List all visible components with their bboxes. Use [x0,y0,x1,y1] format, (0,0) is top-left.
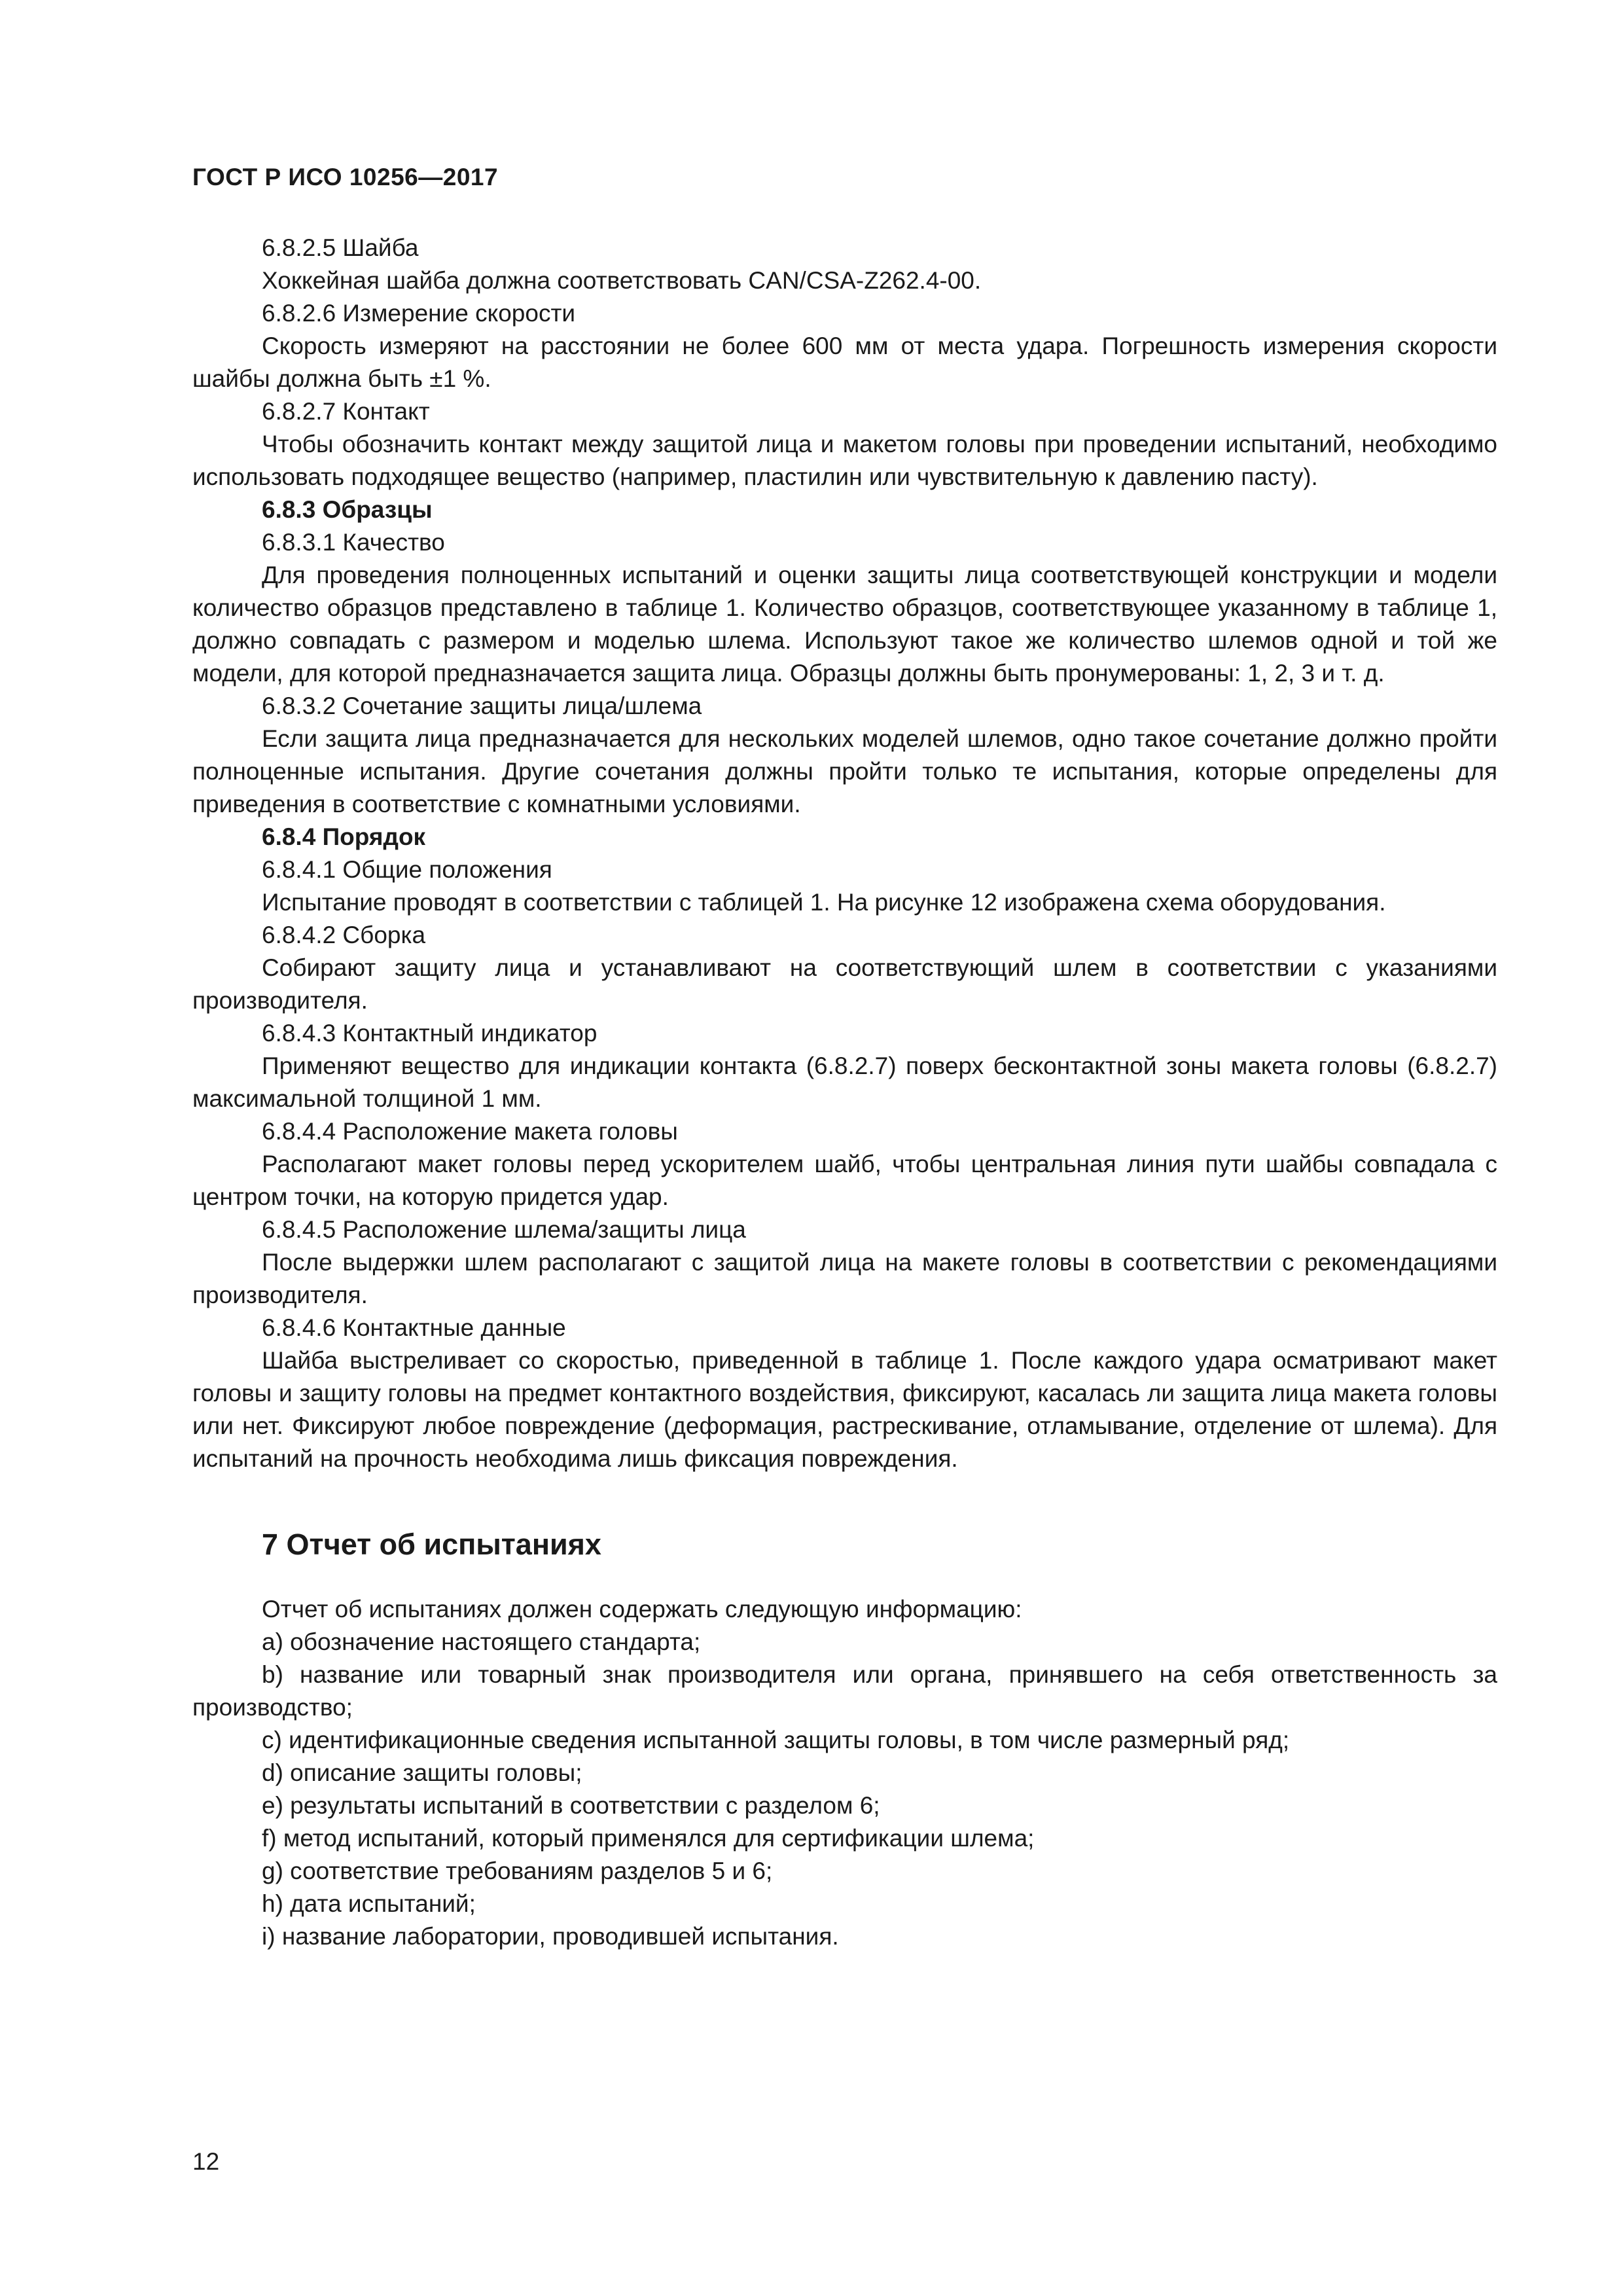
paragraph: Испытание проводят в соответствии с таблицей 1. На рисунке 12 изображена схема оборудования. [262,889,1386,916]
paragraph: Собирают защиту лица и устанавливают на соответствующий шлем в соответствии с указаниями производителя. [192,954,1497,1014]
list-item: b) название или товарный знак производителя или органа, принявшего на себя ответственность за производство; [192,1661,1497,1721]
clause-heading: 6.8.2.5 Шайба [262,234,419,261]
clause-heading: 6.8.4.2 Сборка [262,922,426,948]
paragraph: Чтобы обозначить контакт между защитой лица и макетом головы при проведении испытаний, необходимо использовать подходящее вещество (например, пластилин или чувствительную к давлению пасту). [192,431,1497,490]
paragraph: Хоккейная шайба должна соответствовать CAN/CSA-Z262.4-00. [262,267,982,294]
list-item: d) описание защиты головы; [262,1759,582,1786]
clause-heading: 6.8.4.3 Контактный индикатор [262,1020,597,1047]
paragraph: Если защита лица предназначается для нескольких моделей шлемов, одно такое сочетание должно пройти полноценные испытания. Другие сочетания должны пройти только те испытания, которые определены для приведения в соответствие с комнатными условиями. [192,725,1497,817]
list-item: e) результаты испытаний в соответствии с разделом 6; [262,1792,880,1819]
subsection-heading: 6.8.4 Порядок [262,823,426,850]
paragraph: После выдержки шлем располагают с защитой лица на макете головы в соответствии с рекомендациями производителя. [192,1249,1497,1308]
paragraph: Располагают макет головы перед ускорителем шайб, чтобы центральная линия пути шайбы совпадала с центром точки, на которую придется удар. [192,1151,1497,1210]
clause-heading: 6.8.3.2 Сочетание защиты лица/шлема [262,692,702,719]
paragraph: Шайба выстреливает со скоростью, приведенной в таблице 1. После каждого удара осматривают макет головы и защиту головы на предмет контактного воздействия, фиксируют, касалась ли защита лица макета головы или нет. Фиксируют любое повреждение (деформация, растрескивание, отламывание, отделение от шлема). Для испытаний на прочность необходима лишь фиксация повреждения. [192,1347,1497,1472]
list-item: a) обозначение настоящего стандарта; [262,1628,701,1655]
clause-heading: 6.8.2.6 Измерение скорости [262,300,576,327]
page-content [192,232,1497,1953]
paragraph: Скорость измеряют на расстоянии не более 600 мм от места удара. Погрешность измерения скорости шайбы должна быть ±1 %. [192,332,1497,392]
clause-heading: 6.8.4.4 Расположение макета головы [262,1118,678,1145]
clause-heading: 6.8.2.7 Контакт [262,398,430,425]
clause-heading: 6.8.4.1 Общие положения [262,856,552,883]
paragraph: Применяют вещество для индикации контакта (6.8.2.7) поверх бесконтактной зоны макета головы (6.8.2.7) максимальной толщиной 1 мм. [192,1052,1497,1112]
list-item: c) идентификационные сведения испытанной защиты головы, в том числе размерный ряд; [262,1727,1290,1753]
page-number: 12 [192,2148,220,2175]
clause-heading: 6.8.4.6 Контактные данные [262,1314,566,1341]
subsection-heading: 6.8.3 Образцы [262,496,433,523]
list-item: g) соответствие требованиям разделов 5 и 6; [262,1857,773,1884]
document-header: ГОСТ Р ИСО 10256—2017 [192,164,499,190]
paragraph: Для проведения полноценных испытаний и оценки защиты лица соответствующей конструкции и модели количество образцов представлено в таблице 1. Количество образцов, соответствующее указанному в таблице 1, должно совпадать с размером и моделью шлема. Используют такое же количество шлемов одной и той же модели, для которой предназначается защита лица. Образцы должны быть пронумерованы: 1, 2, 3 и т. д. [192,562,1497,687]
list-item: i) название лаборатории, проводившей испытания. [262,1923,839,1950]
section-intro: Отчет об испытаниях должен содержать следующую информацию: [262,1596,1022,1623]
clause-heading: 6.8.4.5 Расположение шлема/защиты лица [262,1216,746,1243]
list-item: h) дата испытаний; [262,1890,476,1917]
clause-heading: 6.8.3.1 Качество [262,529,445,556]
section-title: 7 Отчет об испытаниях [262,1528,601,1561]
list-item: f) метод испытаний, который применялся для сертификации шлема; [262,1825,1035,1852]
